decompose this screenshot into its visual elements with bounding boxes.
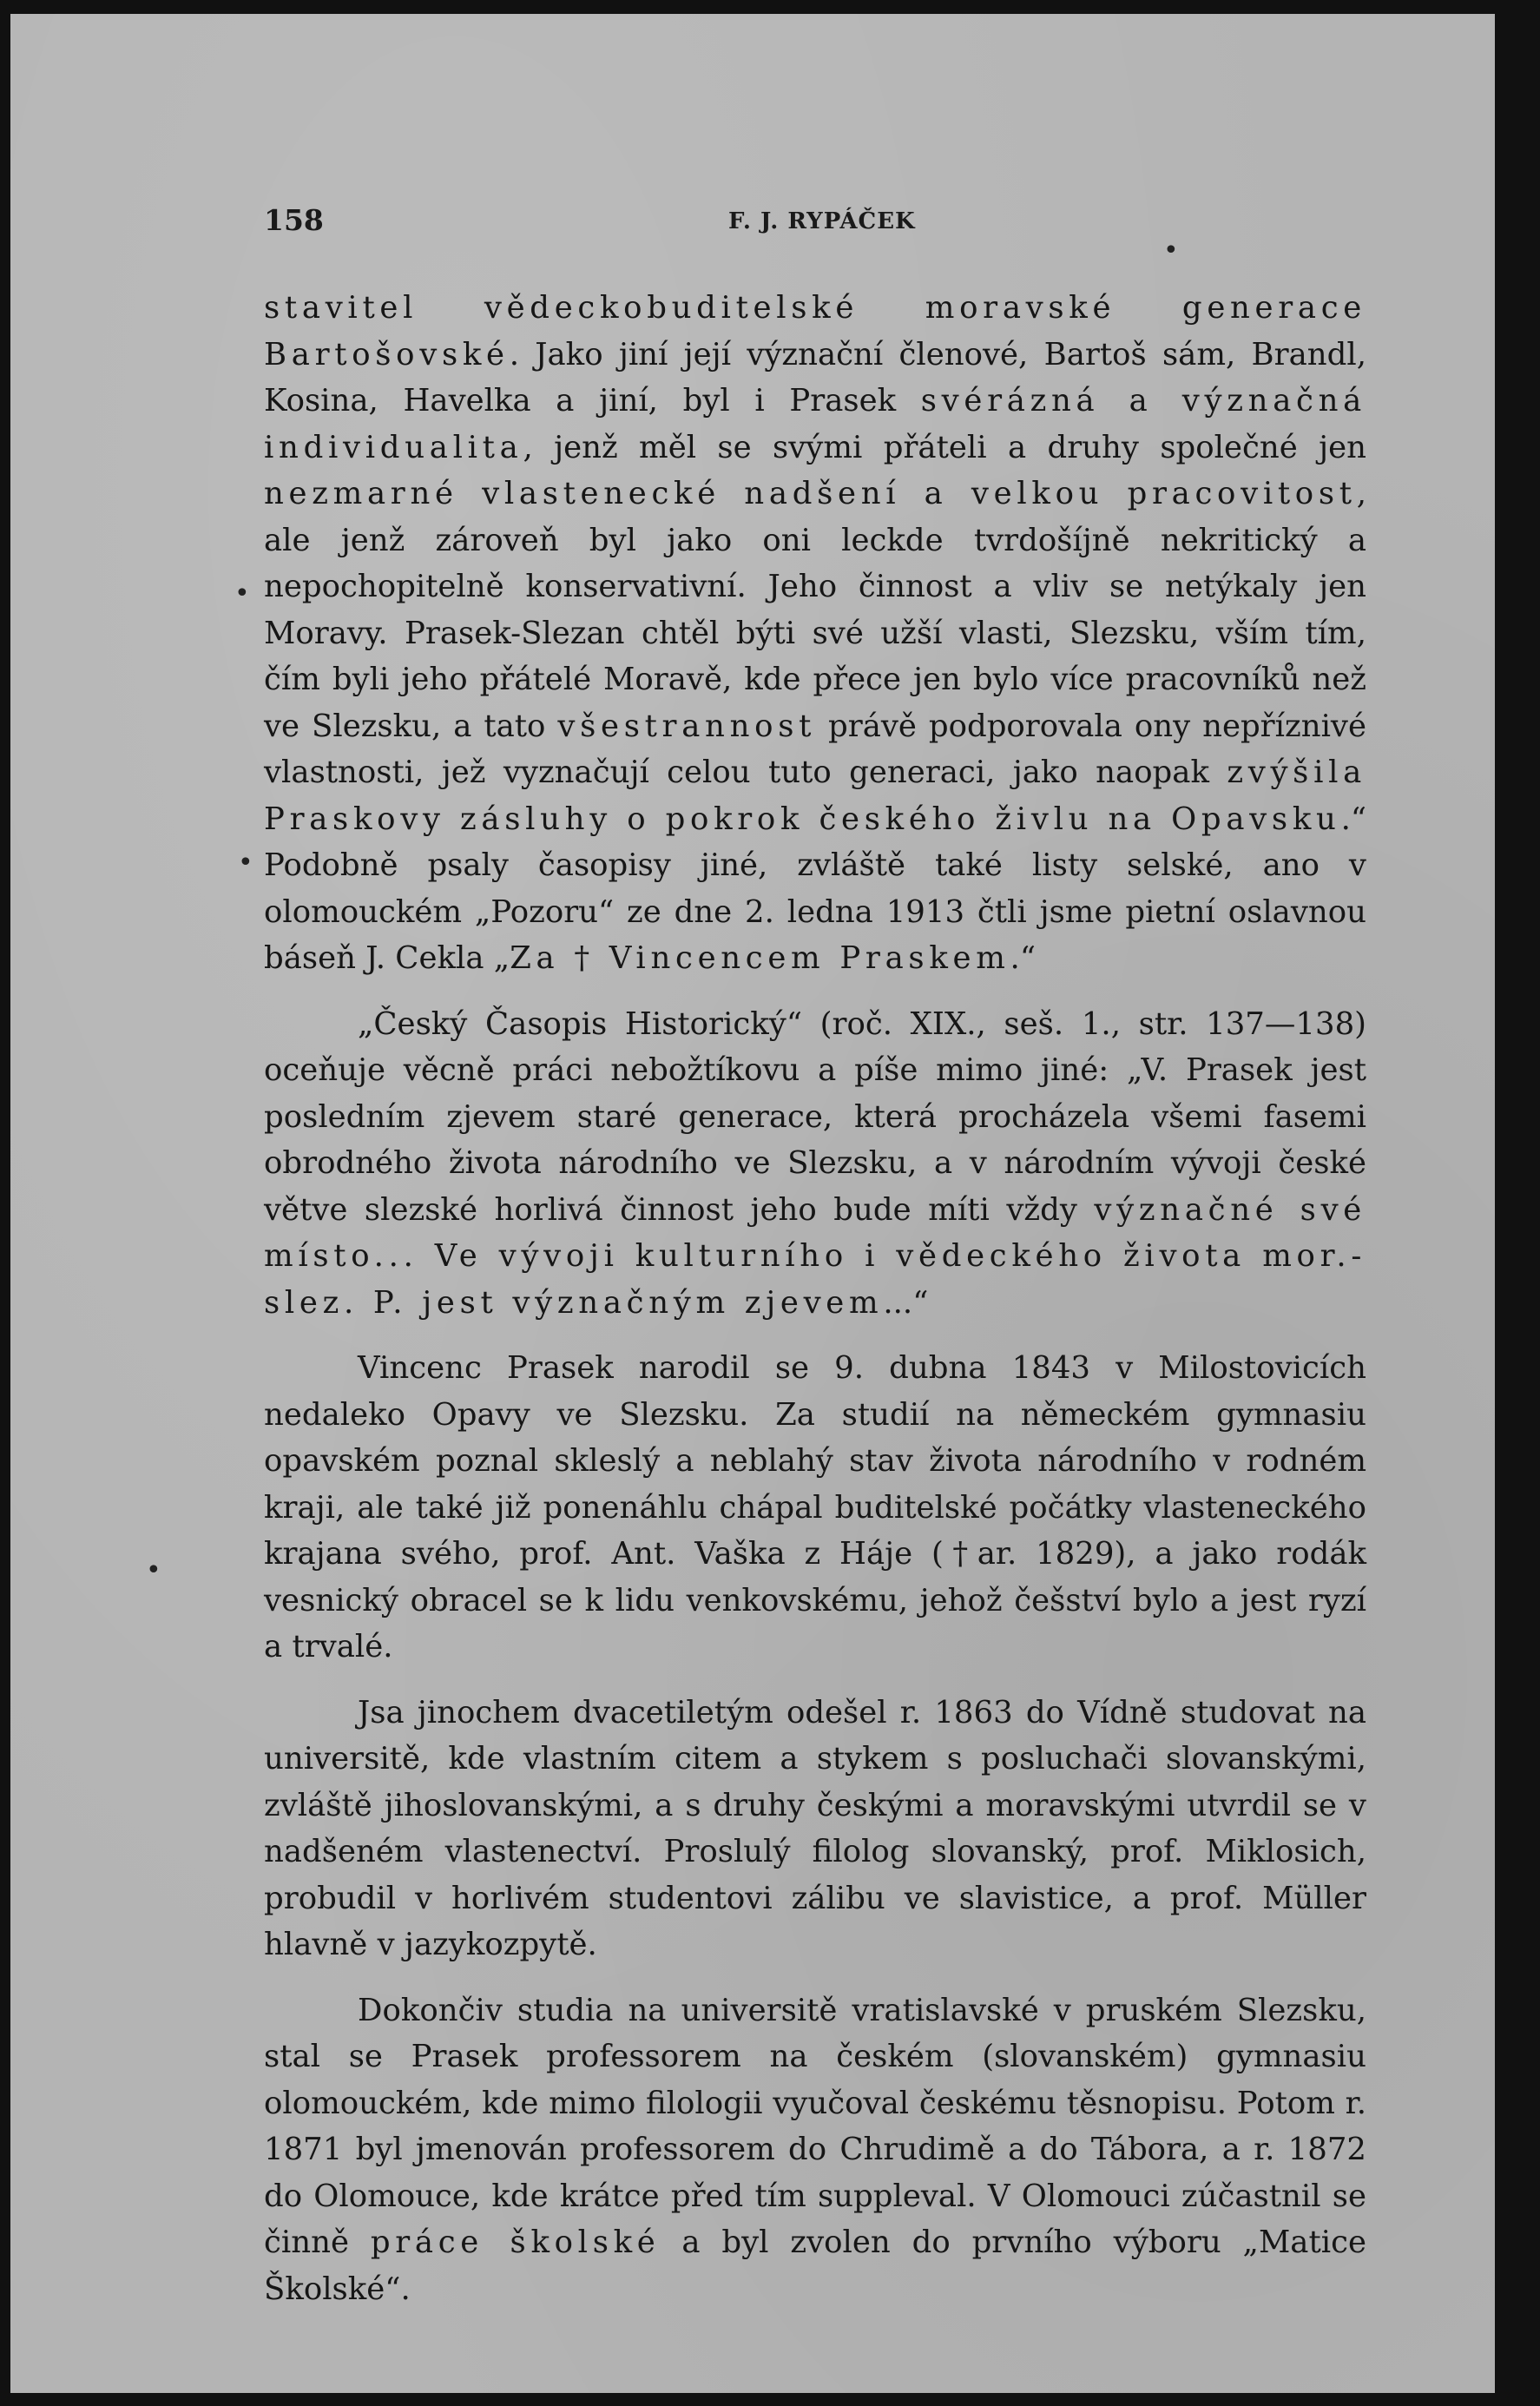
body-text xyxy=(264,285,1366,2312)
emphasized-text: význačné své místo... Ve vývoji kulturního i vědeckého života mor.-slez. P. jest význačným zjevem xyxy=(264,1191,1366,1321)
margin-speck: • xyxy=(238,847,253,878)
paragraph-3 xyxy=(264,1345,1366,1671)
margin-speck: • xyxy=(234,578,250,609)
text-run: Dokončiv studia na universitě vratislavské v pruském Slezsku, stal se Prasek professorem na českém (slovanském) gymnasiu olomouckém, kde mimo filologii vyučoval českému těsnopisu. Potom r. 1871 byl jmenován professorem do Chrudimě a do Tábora, a r. 1872 do Olomouce, kde krátce před tím suppleval. V Olomouci zúčastnil se činně xyxy=(264,1992,1366,2260)
text-run: ...“ xyxy=(883,1284,929,1321)
page-number: 158 xyxy=(264,203,324,237)
text-run: , jenž měl se svými přáteli a druhy společné jen xyxy=(523,429,1366,465)
emphasized-text: všestrannost xyxy=(557,708,817,744)
paragraph-4 xyxy=(264,1690,1366,1968)
text-run: Jsa jinochem dvacetiletým odešel r. 1863 do Vídně studovat na universitě, kde vlastním citem a stykem s posluchači slovanskými, zvláště jihoslovanskými, a s druhy českými a moravskými utvrdil se v nadšeném vlastenectví. Proslulý filolog slovanský, prof. Miklosich, probudil v horlivém studentovi zálibu ve slavistice, a prof. Müller hlavně v jazykozpytě. xyxy=(264,1694,1366,1962)
running-head: F. J. RYPÁČEK xyxy=(728,208,916,234)
emphasized-text: zvýšila Praskovy zásluhy o pokrok českého živlu na Opavsku xyxy=(264,755,1366,837)
book-page xyxy=(10,14,1495,2393)
emphasized-text: práce školské xyxy=(370,2225,661,2260)
text-run: a byl zvolen do prvního výboru „Matice Školské“. xyxy=(264,2225,1366,2307)
text-run: právě podporovala ony nepříznivé vlastnosti, jež vyznačují celou tuto generaci, jako naopak xyxy=(264,708,1366,790)
emphasized-text: stavitel vědeckobuditelské moravské generace Bartošovské xyxy=(264,290,1366,372)
text-run: , ale jenž zároveň byl jako oni leckde tvrdošíjně nekritický a nepochopitelně konservativní. Jeho činnost a vliv se netýkaly jen Moravy. Prasek-Slezan chtěl býti své užší vlasti, Slezsku, vším tím, čím byli jeho přátelé Moravě, kde přece jen bylo více pracovníků než ve Slezsku, a tato xyxy=(264,476,1366,744)
text-run: „Český Časopis Historický“ (roč. XIX., seš. 1., str. 137—138) oceňuje věcně práci nebožtíkovu a píše mimo jiné: „V. Prasek jest posledním zjevem staré generace, která procházela všemi fasemi obrodného života národního ve Slezsku, a v národním vývoji české větve slezské horlivá činnost jeho bude míti vždy xyxy=(264,1005,1366,1228)
emphasized-text: svérázná a význačná individualita xyxy=(264,383,1366,465)
text-run: .“ Podobně psaly časopisy jiné, zvláště také listy selské, ano v olomouckém „Pozoru“ ze dne 2. ledna 1913 čtli jsme pietní oslavnou báseň J. Cekla „ xyxy=(264,801,1366,976)
paragraph-5 xyxy=(264,1987,1366,2313)
page-header xyxy=(264,203,1366,247)
paragraph-1 xyxy=(264,285,1366,982)
paragraph-2 xyxy=(264,1001,1366,1327)
margin-speck: • xyxy=(146,1555,161,1585)
text-run: .“ xyxy=(1010,940,1036,976)
text-run: Vincenc Prasek narodil se 9. dubna 1843 v Milostovicích nedaleko Opavy ve Slezsku. Za studií na německém gymnasiu opavském poznal skleslý a neblahý stav života národního v rodném kraji, ale také již ponenáhlu chápal buditelské počátky vlasteneckého krajana svého, prof. Ant. Vaška z Háje (†ar. 1829), a jako rodák vesnický obracel se k lidu venkovskému, jehož češství bylo a jest ryzí a trvalé. xyxy=(264,1350,1366,1664)
emphasized-text: Za † Vincencem Praskem xyxy=(510,940,1010,976)
margin-speck: • xyxy=(1163,235,1179,266)
text-run: . Jako jiní její význační členové, Bartoš sám, Brandl, Kosina, Havelka a jiní, byl i Prasek xyxy=(264,336,1366,419)
emphasized-text: nezmarné vlastenecké nadšení a velkou pracovitost xyxy=(264,476,1357,511)
